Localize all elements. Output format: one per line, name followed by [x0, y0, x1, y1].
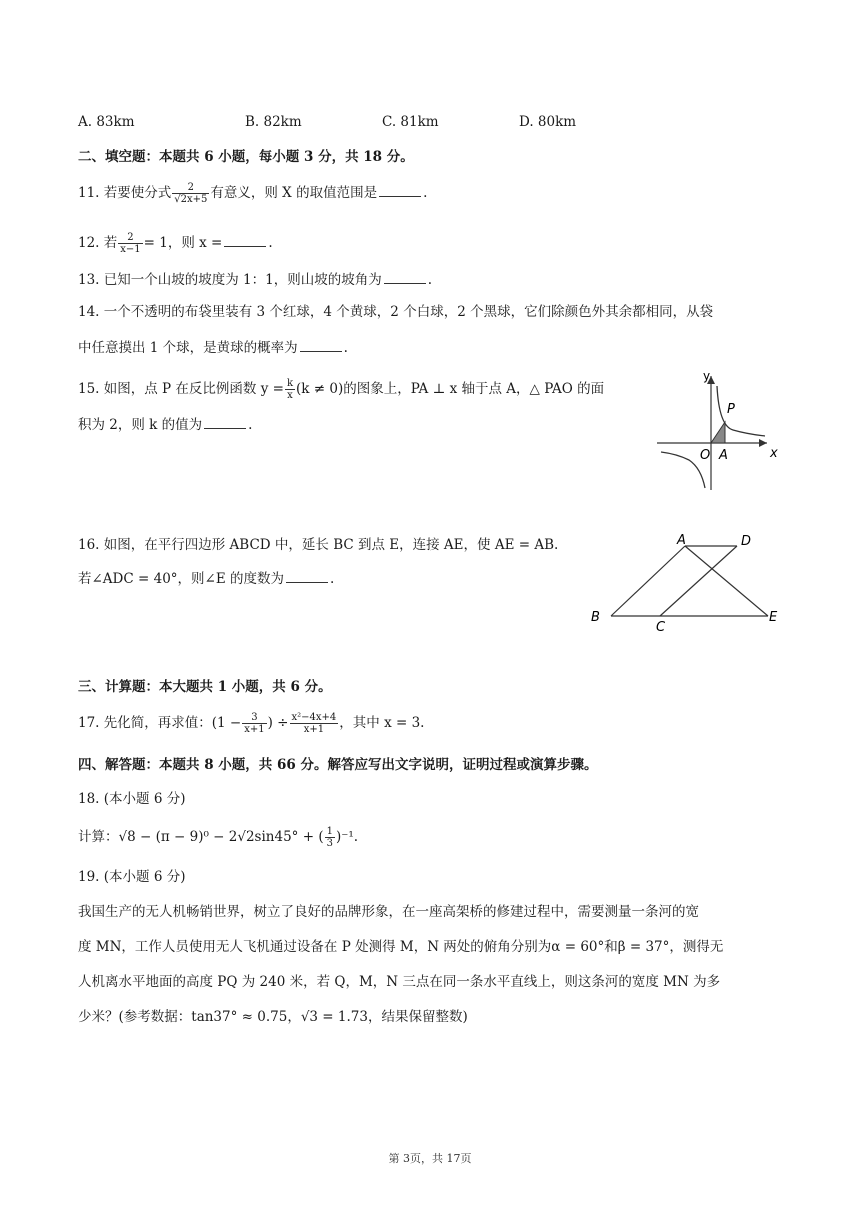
figure-15-hyperbola [655, 368, 785, 494]
section-solution-heading: 四、解答题：本题共 8 小题，共 66 分。解答应写出文字说明，证明过程或演算步骤。 [78, 757, 598, 773]
fig16-label-e: E [769, 610, 778, 625]
question-19-line2: 度 MN，工作人员使用无人飞机通过设备在 P 处测得 M，N 两处的俯角分别为α = 60°和β = 37°，测得无 [78, 939, 724, 955]
question-13 [78, 271, 432, 289]
section-fill-in-heading: 二、填空题：本题共 6 小题，每小题 3 分，共 18 分。 [78, 149, 414, 165]
fig15-label-x: x [770, 446, 778, 461]
q12-numerator: 2 [118, 232, 142, 244]
q13-text: 13. 已知一个山坡的坡度为 1：1，则山坡的坡角为 [78, 272, 382, 288]
q18-prefix: 计算：√8 − (π − 9)⁰ − 2√2sin45° + ( [78, 829, 324, 845]
q11-prefix: 11. 若要使分式 [78, 185, 172, 201]
q15-fraction [285, 378, 295, 401]
question-18-body [78, 826, 358, 849]
q11-denominator: √2x+5 [174, 194, 208, 205]
fig16-label-a: A [677, 533, 686, 548]
q15-suffix: (k ≠ 0)的图象上，PA ⊥ x 轴于点 A，△ PAO 的面 [296, 381, 605, 397]
q12-prefix: 12. 若 [78, 235, 118, 251]
q11-suffix: 有意义，则 X 的取值范围是 [210, 185, 378, 201]
question-12 [78, 232, 273, 255]
q12-denominator: x−1 [120, 244, 141, 255]
question-18-heading: 18. (本小题 6 分) [78, 791, 186, 807]
option-d: D. 80km [519, 114, 577, 130]
q17-numerator-1: 3 [242, 712, 266, 724]
section-calculation-heading: 三、计算题：本大题共 1 小题，共 6 分。 [78, 679, 332, 695]
fig15-label-p: P [727, 402, 735, 417]
q17-denominator-1: x+1 [244, 724, 265, 735]
q17-fraction-2 [290, 712, 339, 735]
q11-fraction [172, 182, 209, 205]
q14-period: . [343, 340, 348, 356]
option-c: C. 81km [382, 114, 439, 130]
question-19-line3: 人机离水平地面的高度 PQ 为 240 米，若 Q，M，N 三点在同一条水平直线上，则这条河的宽度 MN 为多 [78, 974, 721, 990]
q12-period: . [268, 235, 273, 251]
q14-answer-blank[interactable] [300, 339, 342, 352]
q12-answer-blank[interactable] [224, 234, 266, 247]
figure-16-parallelogram [585, 528, 785, 636]
question-19-heading: 19. (本小题 6 分) [78, 869, 186, 885]
q15-period: . [248, 417, 253, 433]
q14-text: 中任意摸出 1 个球，是黄球的概率为 [78, 340, 298, 356]
question-17 [78, 712, 424, 735]
q15-answer-blank[interactable] [204, 416, 246, 429]
q12-fraction [118, 232, 142, 255]
question-16-line2 [78, 570, 334, 588]
q17-prefix: 17. 先化简，再求值：(1 − [78, 715, 242, 731]
question-14-line1: 14. 一个不透明的布袋里装有 3 个红球，4 个黄球，2 个白球，2 个黑球，它们除颜色外其余都相同，从袋 [78, 304, 714, 320]
q11-numerator: 2 [172, 182, 209, 194]
q16-answer-blank[interactable] [286, 570, 328, 583]
option-b: B. 82km [245, 114, 302, 130]
question-15-line2 [78, 416, 252, 434]
q15-denominator: x [287, 390, 293, 401]
question-16-line1: 16. 如图，在平行四边形 ABCD 中，延长 BC 到点 E，连接 AE，使 AE = AB. [78, 537, 559, 553]
fig15-label-o: O [700, 448, 711, 463]
fig15-label-y: y [703, 369, 711, 383]
q17-numerator-2: x²−4x+4 [291, 712, 337, 723]
q17-fraction-1 [242, 712, 266, 735]
fig15-label-a: A [719, 448, 728, 463]
question-14-line2 [78, 339, 348, 357]
q13-answer-blank[interactable] [384, 271, 426, 284]
question-19-line1: 我国生产的无人机畅销世界，树立了良好的品牌形象，在一座高架桥的修建过程中，需要测量一条河的宽 [78, 904, 699, 920]
q18-suffix: )⁻¹. [335, 829, 359, 845]
q18-numerator: 1 [326, 826, 333, 837]
q15-text: 积为 2，则 k 的值为 [78, 417, 203, 433]
fig16-label-b: B [591, 610, 600, 625]
q15-prefix: 15. 如图，点 P 在反比例函数 y = [78, 381, 284, 397]
q18-denominator: 3 [326, 838, 333, 849]
question-15-line1 [78, 378, 604, 401]
q17-denominator-2: x+1 [303, 724, 325, 735]
fig16-label-c: C [656, 620, 666, 635]
q13-period: . [427, 272, 433, 288]
q11-answer-blank[interactable] [379, 184, 421, 197]
question-11 [78, 182, 427, 205]
question-19-line4: 少米？(参考数据：tan37° ≈ 0.75，√3 = 1.73，结果保留整数) [78, 1009, 468, 1025]
q15-numerator: k [286, 378, 294, 389]
q18-fraction [325, 826, 335, 849]
q12-suffix: = 1，则 x = [143, 235, 223, 251]
q17-suffix: ，其中 x = 3. [339, 715, 425, 731]
q17-middle: ) ÷ [267, 715, 289, 731]
q16-period: . [330, 571, 335, 587]
q16-text: 若∠ADC = 40°，则∠E 的度数为 [78, 571, 284, 587]
q11-period: . [423, 185, 428, 201]
fig16-label-d: D [741, 534, 752, 549]
option-a: A. 83km [78, 114, 135, 130]
page-footer: 第 3页，共 17页 [388, 1152, 472, 1165]
